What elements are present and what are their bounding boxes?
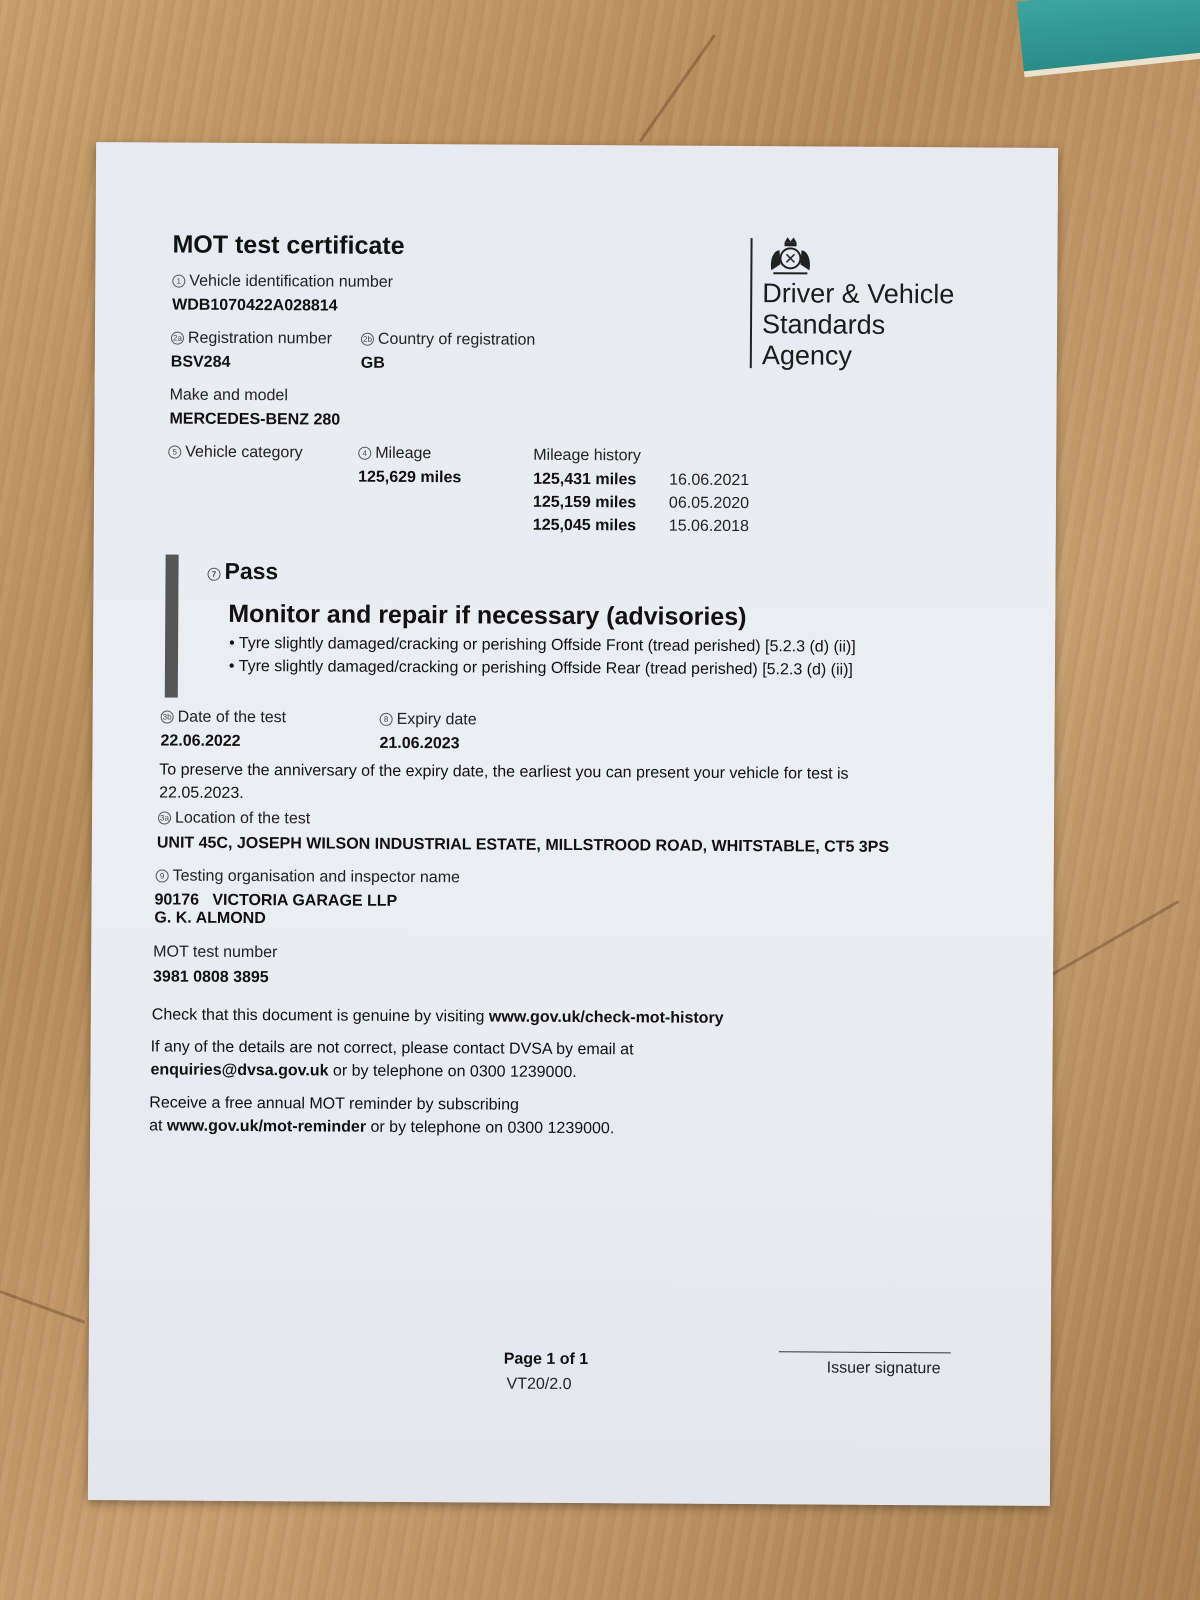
dvsa-email-link[interactable]: enquiries@dvsa.gov.uk bbox=[150, 1061, 329, 1080]
history-miles: 125,045 miles bbox=[532, 516, 637, 535]
field-marker: 9 bbox=[156, 869, 169, 882]
page-number: Page 1 of 1 bbox=[503, 1350, 589, 1369]
history-date: 15.06.2018 bbox=[668, 517, 749, 536]
make-model-label: Make and model bbox=[169, 386, 288, 405]
test-number-value: 3981 0808 3895 bbox=[153, 968, 269, 987]
field-marker: 3a bbox=[158, 811, 171, 824]
inspector-name: G. K. ALMOND bbox=[154, 909, 266, 928]
issuer-name-line: Agency bbox=[761, 340, 853, 371]
contact-text: If any of the details are not correct, please contact DVSA by email at enquiries@dvsa.gov.uk or by telephone on 0300 1239000. bbox=[150, 1038, 634, 1082]
result-bar bbox=[165, 555, 179, 698]
history-date: 06.05.2020 bbox=[668, 494, 750, 513]
field-marker: 8 bbox=[380, 713, 393, 726]
anniversary-note: To preserve the anniversary of the expiry date, the earliest you can present your vehicle for test is 22.05.2023. bbox=[159, 761, 849, 802]
mileage-label: 4 Mileage bbox=[358, 445, 431, 463]
reminder-text: Receive a free annual MOT reminder by subscribing at www.gov.uk/mot-reminder or by telephone on 0300 1239000. bbox=[149, 1094, 615, 1138]
issuer-name bbox=[762, 278, 1023, 373]
history-date: 16.06.2021 bbox=[669, 471, 750, 490]
registration-label: 2a Registration number bbox=[171, 330, 332, 349]
check-mot-history-link[interactable]: www.gov.uk/check-mot-history bbox=[488, 1008, 724, 1027]
result-status: 7 Pass bbox=[207, 558, 278, 585]
history-miles: 125,159 miles bbox=[532, 493, 637, 512]
field-marker: 3b bbox=[161, 710, 174, 723]
history-miles: 125,431 miles bbox=[533, 470, 637, 489]
vehicle-category-label: 5 Vehicle category bbox=[168, 444, 303, 463]
mot-certificate-page bbox=[88, 142, 1058, 1506]
location-label: 3a Location of the test bbox=[158, 809, 310, 828]
expiry-date-label: 8 Expiry date bbox=[380, 711, 477, 730]
field-marker: 4 bbox=[358, 447, 371, 460]
advisory-item: • Tyre slightly damaged/cracking or perishing Offside Rear (tread perished) [5.2.3 (d) (ii)] bbox=[228, 657, 853, 679]
mileage-history-label: Mileage history bbox=[533, 446, 641, 465]
location-value: UNIT 45C, JOSEPH WILSON INDUSTRIAL ESTATE, MILLSTROOD ROAD, WHITSTABLE, CT5 3PS bbox=[156, 834, 890, 856]
make-model-value: MERCEDES-BENZ 280 bbox=[169, 410, 341, 429]
wood-grain-line bbox=[1039, 900, 1179, 983]
mileage-value: 125,629 miles bbox=[358, 468, 462, 487]
expiry-date-value: 21.06.2023 bbox=[379, 734, 460, 753]
test-date-value: 22.06.2022 bbox=[160, 732, 241, 750]
registration-value: BSV284 bbox=[170, 353, 231, 371]
teal-book bbox=[1017, 0, 1200, 77]
issuer-name-line: Driver & Vehicle bbox=[762, 278, 955, 310]
mot-reminder-link[interactable]: www.gov.uk/mot-reminder bbox=[166, 1117, 367, 1136]
logo-divider bbox=[750, 238, 753, 368]
form-code: VT20/2.0 bbox=[506, 1375, 572, 1394]
country-value: GB bbox=[360, 354, 385, 372]
document-title: MOT test certificate bbox=[172, 230, 405, 260]
organisation-value: 90176 VICTORIA GARAGE LLP bbox=[154, 891, 398, 910]
advisories-title: Monitor and repair if necessary (advisories) bbox=[228, 599, 747, 632]
field-marker: 7 bbox=[207, 568, 220, 581]
organisation-label: 9 Testing organisation and inspector name bbox=[156, 867, 460, 887]
advisory-item: • Tyre slightly damaged/cracking or perishing Offside Front (tread perished) [5.2.3 (d) (ii)] bbox=[229, 634, 856, 656]
country-label: 2b Country of registration bbox=[361, 331, 536, 350]
wood-grain-line bbox=[639, 34, 716, 142]
field-marker: 5 bbox=[168, 446, 181, 459]
wood-grain-line bbox=[0, 1290, 85, 1324]
genuine-check-text: Check that this document is genuine by visiting www.gov.uk/check-mot-history bbox=[151, 1006, 724, 1027]
field-marker: 2a bbox=[171, 332, 184, 345]
signature-label: Issuer signature bbox=[826, 1359, 941, 1378]
issuer-name-line: Standards bbox=[761, 309, 886, 340]
field-marker: 1 bbox=[172, 275, 185, 288]
royal-crest-icon bbox=[765, 234, 815, 276]
field-marker: 2b bbox=[361, 333, 374, 346]
test-number-label: MOT test number bbox=[153, 943, 278, 962]
vin-label: 1 Vehicle identification number bbox=[172, 273, 393, 292]
test-date-label: 3b Date of the test bbox=[161, 708, 287, 727]
signature-line bbox=[779, 1351, 951, 1353]
vin-value: WDB1070422A028814 bbox=[172, 296, 338, 315]
